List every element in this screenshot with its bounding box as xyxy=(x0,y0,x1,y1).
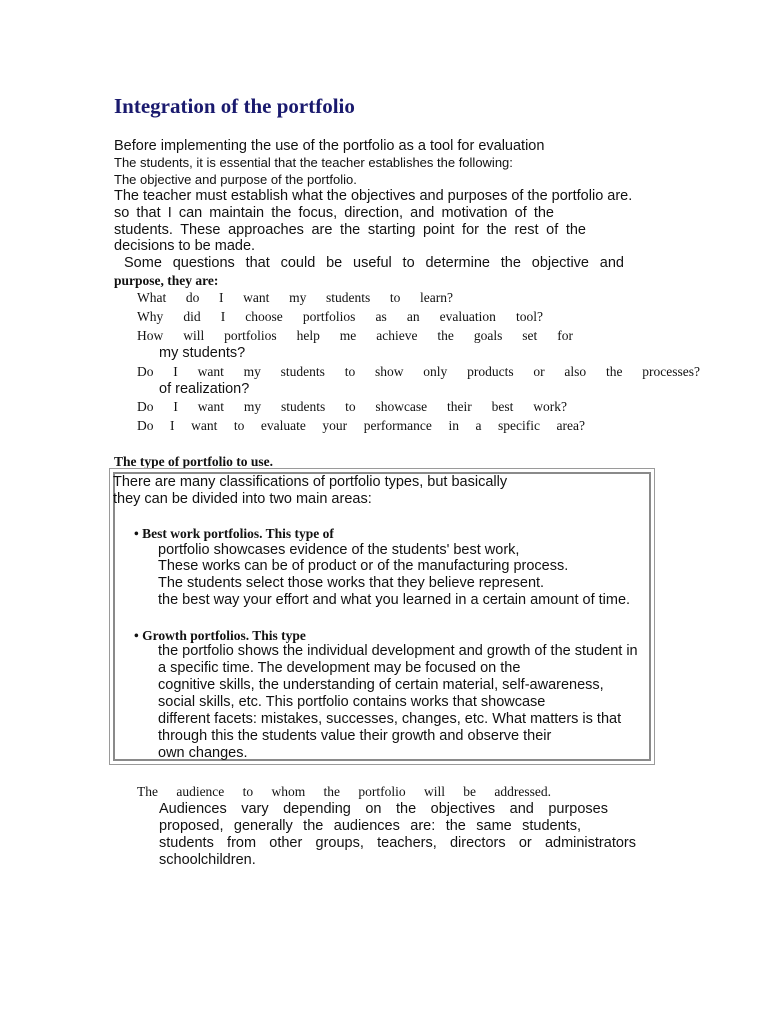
best-work-line: the best way your effort and what you learned in a certain amount of time. xyxy=(158,592,631,608)
growth-line: own changes. xyxy=(158,745,248,761)
audience-heading: The audience to whom the portfolio will be addressed. xyxy=(137,784,551,799)
question-line: How will portfolios help me achieve the goals set for xyxy=(137,328,573,343)
best-work-line: These works can be of product or of the manufacturing process. xyxy=(158,558,569,574)
audience-line: Audiences vary depending on the objectives and purposes xyxy=(159,801,608,817)
question-line: Do I want my students to show only products or also the processes? xyxy=(137,364,700,379)
box-intro-line: There are many classifications of portfolio types, but basically xyxy=(113,474,508,490)
growth-heading: • Growth portfolios. This type xyxy=(134,628,306,643)
intro-line: Before implementing the use of the portfolio as a tool for evaluation xyxy=(114,138,545,154)
page-title: Integration of the portfolio xyxy=(114,94,355,118)
intro-line: purpose, they are: xyxy=(114,273,219,288)
box-intro-line: they can be divided into two main areas: xyxy=(113,491,372,507)
question-line: Why did I choose portfolios as an evaluation tool? xyxy=(137,309,543,324)
intro-line: The teacher must establish what the objectives and purposes of the portfolio are. xyxy=(114,188,633,204)
question-line: my students? xyxy=(159,345,246,361)
intro-line: decisions to be made. xyxy=(114,238,256,254)
best-work-line: portfolio showcases evidence of the students' best work, xyxy=(158,542,520,558)
best-work-heading: • Best work portfolios. This type of xyxy=(134,526,334,541)
growth-line: the portfolio shows the individual development and growth of the student in xyxy=(158,643,638,659)
audience-line: proposed, generally the audiences are: the same students, xyxy=(159,818,581,834)
audience-line: students from other groups, teachers, directors or administrators xyxy=(159,835,636,851)
question-line: Do I want to evaluate your performance in a specific area? xyxy=(137,418,585,433)
audience-line: schoolchildren. xyxy=(159,852,256,868)
intro-line: Some questions that could be useful to determine the objective and xyxy=(124,255,624,271)
intro-line: students. These approaches are the starting point for the rest of the xyxy=(114,222,586,238)
intro-line: so that I can maintain the focus, direction, and motivation of the xyxy=(114,205,554,221)
best-work-line: The students select those works that they believe represent. xyxy=(158,575,545,591)
growth-line: different facets: mistakes, successes, changes, etc. What matters is that xyxy=(158,711,622,727)
growth-line: a specific time. The development may be focused on the xyxy=(158,660,521,676)
growth-line: social skills, etc. This portfolio contains works that showcase xyxy=(158,694,546,710)
question-line: of realization? xyxy=(159,381,250,397)
growth-line: through this the students value their growth and observe their xyxy=(158,728,552,744)
question-line: Do I want my students to showcase their best work? xyxy=(137,399,567,414)
question-line: What do I want my students to learn? xyxy=(137,290,453,305)
section-heading: The type of portfolio to use. xyxy=(114,454,273,469)
intro-line: The students, it is essential that the teacher establishes the following: xyxy=(114,155,513,170)
intro-line: The objective and purpose of the portfolio. xyxy=(114,172,357,187)
growth-line: cognitive skills, the understanding of certain material, self-awareness, xyxy=(158,677,604,693)
